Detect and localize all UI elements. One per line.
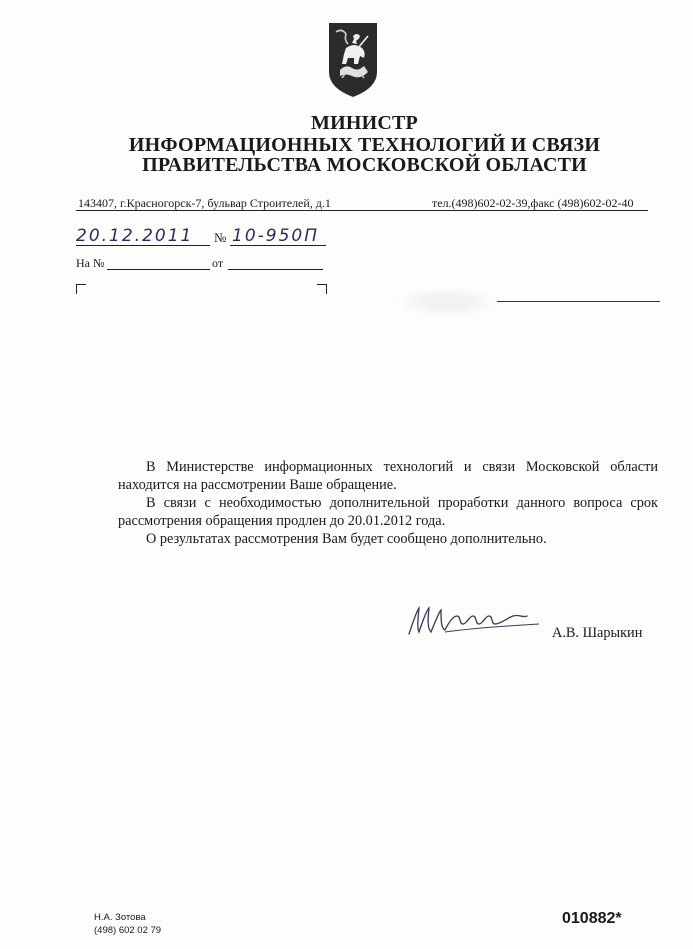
reference-number-label: На № (76, 256, 105, 270)
recipient-line (497, 301, 660, 302)
executor-name: Н.А. Зотова (94, 912, 146, 923)
handwritten-signature (405, 602, 545, 642)
ministry-title-line-1: МИНИСТР (311, 112, 418, 134)
ministry-title-line-2: ИНФОРМАЦИОННЫХ ТЕХНОЛОГИЙ И СВЯЗИ (128, 134, 601, 156)
body-paragraph-2: В связи с необходимостью дополнительной проработки данного вопроса срок рассмотрения обращения продлен до 20.01.2012 года. (118, 495, 658, 529)
subject-corner-right (317, 284, 327, 294)
ministry-title-line-3: ПРАВИТЕЛЬСТВА МОСКОВСКОЙ ОБЛАСТИ (142, 154, 587, 176)
signer-name: А.В. Шарыкин (552, 625, 643, 641)
reference-number-line (107, 269, 210, 270)
document-serial-number: 010882* (562, 910, 622, 927)
registration-date-line (76, 245, 210, 246)
ministry-phones: тел.(498)602-02-39,факс (498)602-02-40 (432, 196, 634, 210)
subject-corner-left (76, 284, 86, 294)
reference-date-line (228, 269, 323, 270)
coat-of-arms-icon (328, 22, 378, 98)
reference-date-label: от (212, 256, 224, 270)
ministry-address: 143407, г.Красногорск-7, бульвар Строителей, д.1 (78, 196, 331, 210)
redacted-recipient (397, 287, 497, 317)
address-divider (76, 210, 648, 211)
registration-number: 10-950П (232, 226, 319, 246)
registration-date: 20.12.2011 (76, 226, 194, 246)
executor-phone: (498) 602 02 79 (94, 925, 162, 936)
body-paragraph-1: В Министерстве информационных технологий и связи Московской области находится на рассмотрении Ваше обращение. (118, 459, 658, 493)
registration-number-sign: № (214, 230, 227, 245)
body-paragraph-3: О результатах рассмотрения Вам будет сообщено дополнительно. (146, 531, 547, 547)
registration-number-line (230, 245, 326, 246)
